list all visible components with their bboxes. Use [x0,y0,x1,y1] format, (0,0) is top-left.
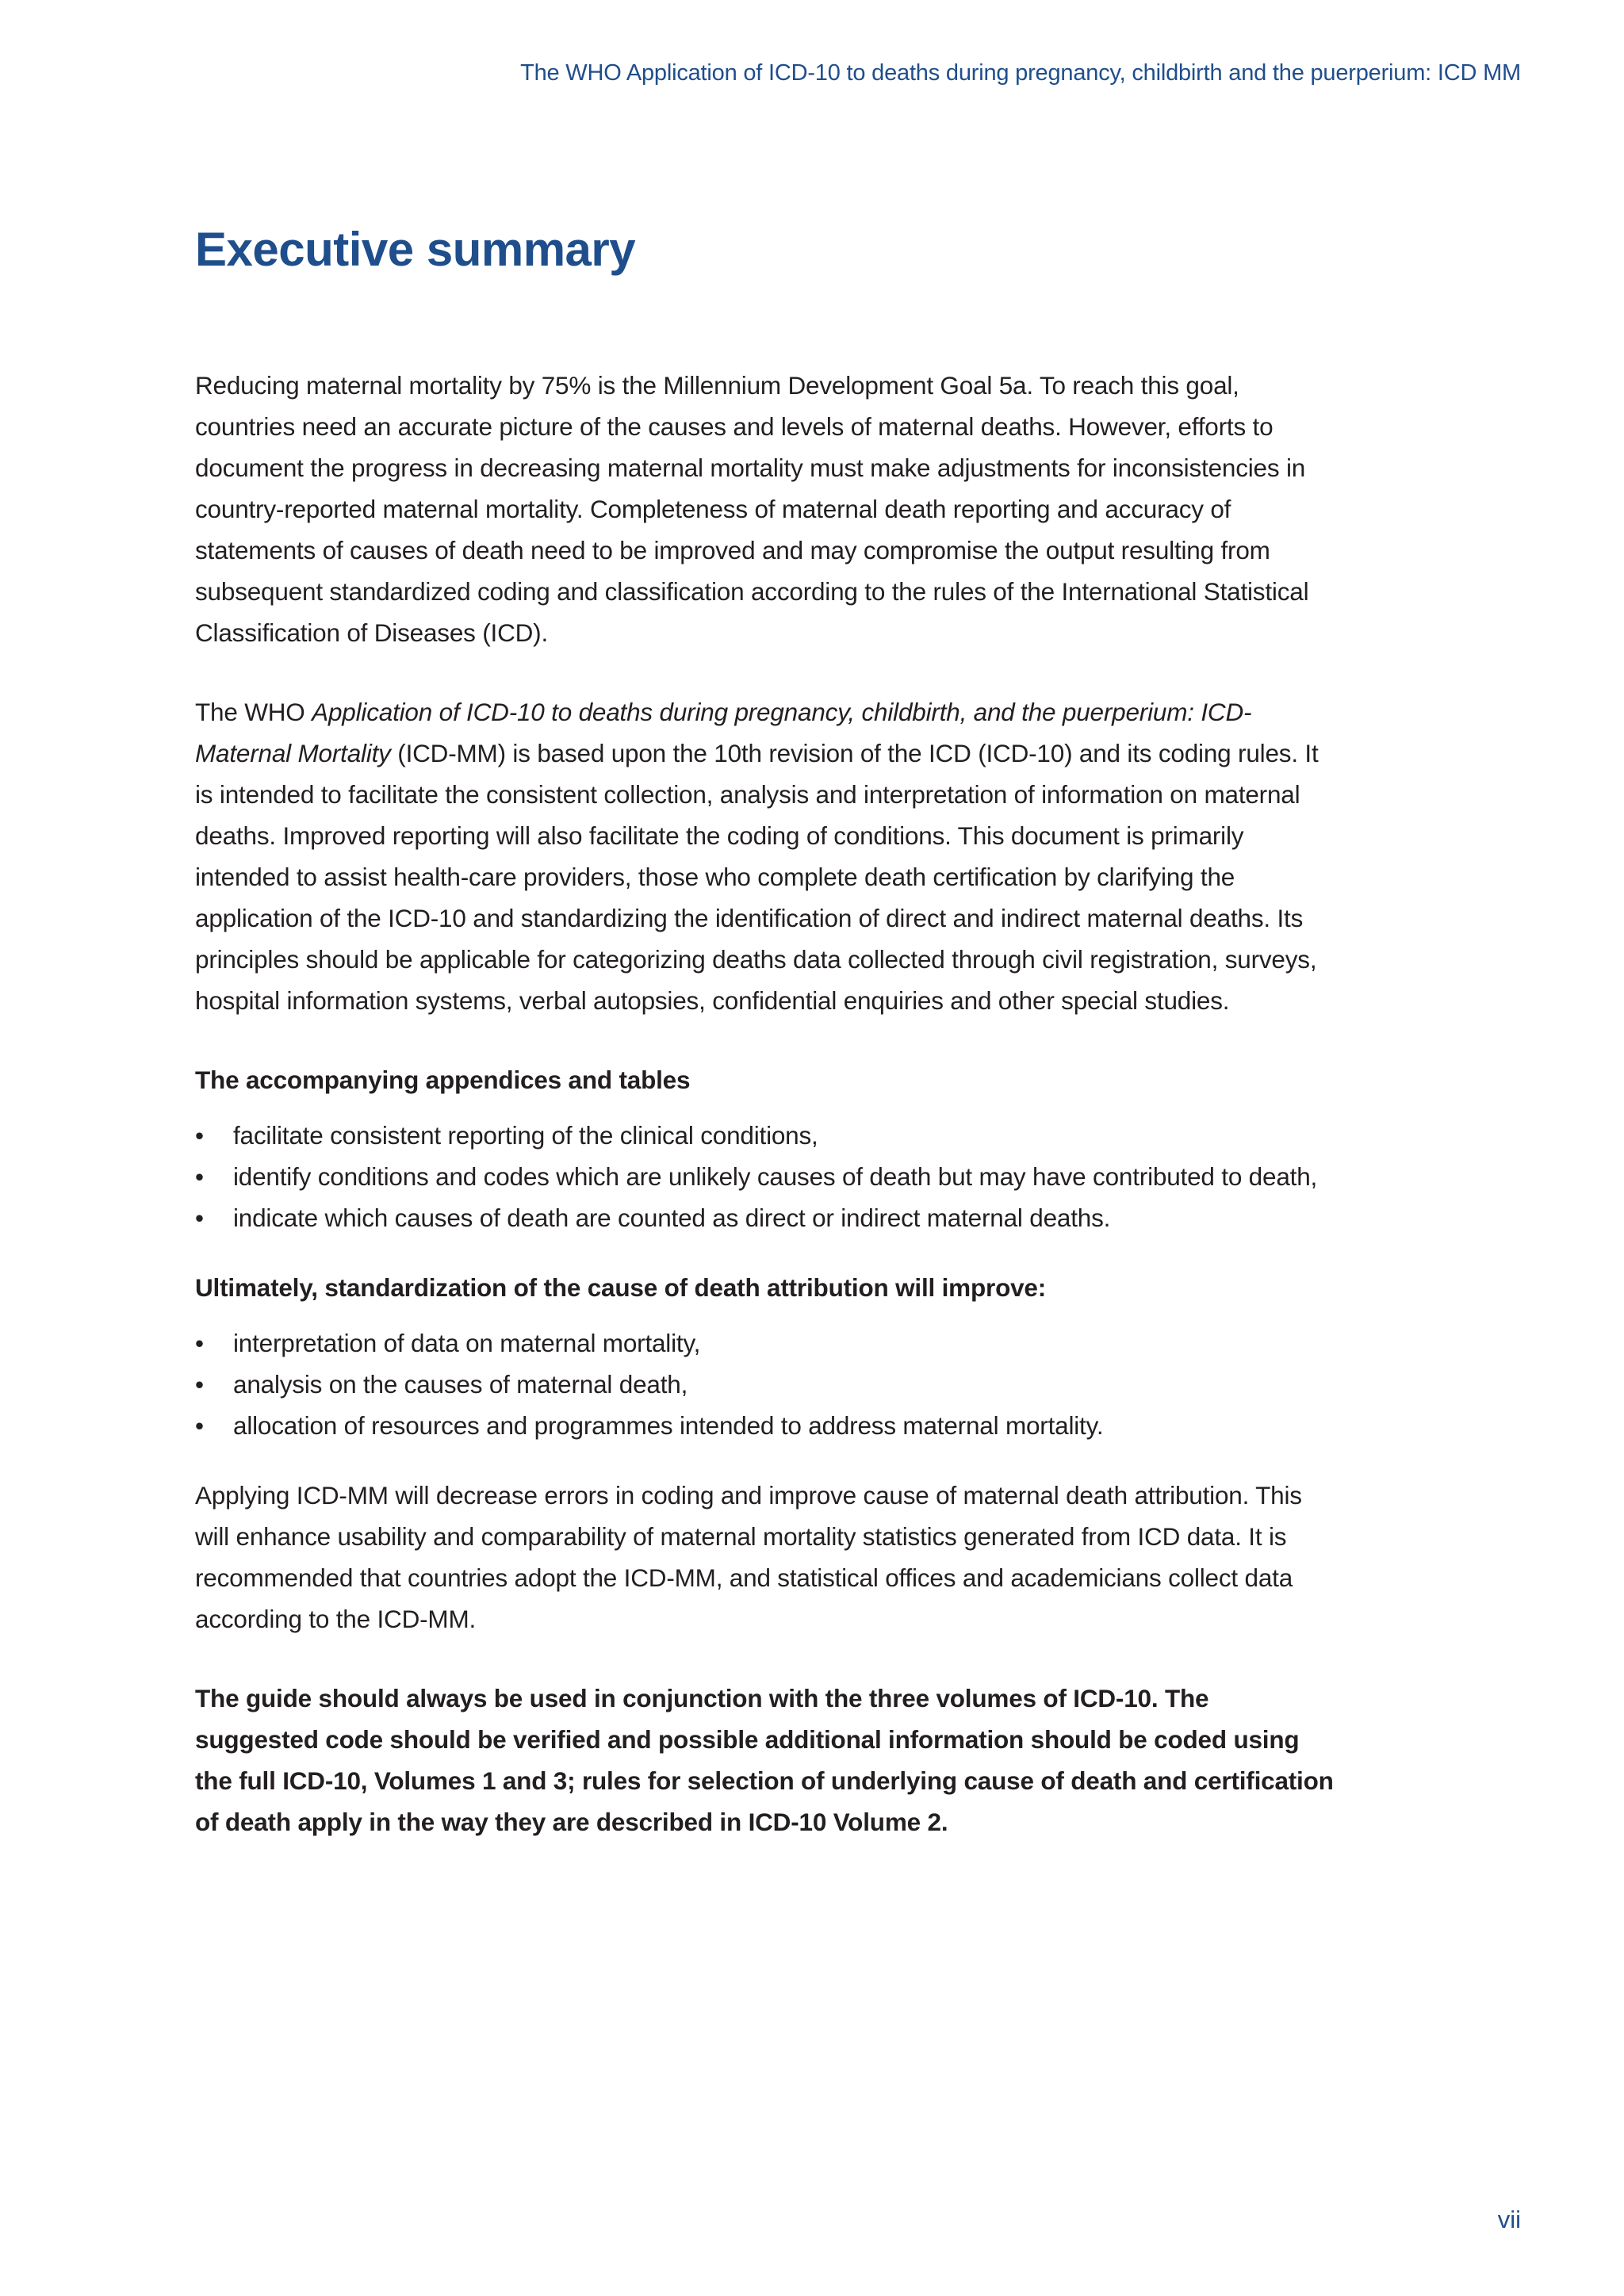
icd-mm-paragraph-suffix: (ICD-MM) is based upon the 10th revision of the ICD (ICD-10) and its coding rules. It is intended to facilitate the consistent collection, analysis and interpretation of information on maternal deaths. Improved reporting will also facilitate the coding of conditions. This document is primarily intended to assist health-care providers, those who complete death certification by clarifying the application of the ICD-10 and standardizing the identification of direct and indirect maternal deaths. Its principles should be applicable for categorizing deaths data collected through civil registration, surveys, hospital information systems, verbal autopsies, confidential enquiries and other special studies. [195,739,1319,1015]
bullet-icon: • [195,1203,204,1232]
list-item [195,1405,1337,1446]
list-item-text: interpretation of data on maternal mortality, [233,1329,701,1357]
bullet-icon: • [195,1411,204,1440]
appendices-heading: The accompanying appendices and tables [195,1066,691,1094]
bullet-icon: • [195,1329,204,1357]
list-item-text: facilitate consistent reporting of the clinical conditions, [233,1121,818,1150]
main-content [195,365,1337,1843]
list-item-text: identify conditions and codes which are unlikely causes of death but may have contributed to death, [233,1162,1318,1191]
icd-mm-paragraph [195,691,1337,1021]
list-item-text: analysis on the causes of maternal death, [233,1370,688,1399]
bullet-icon: • [195,1162,204,1191]
icd-mm-title-italic: Application of ICD-10 to deaths during pregnancy, childbirth, and the puerperium: ICD-Maternal Mortality [195,698,1252,767]
bullet-icon: • [195,1121,204,1150]
standardization-heading: Ultimately, standardization of the cause of death attribution will improve: [195,1273,1047,1302]
icd-mm-paragraph-prefix: The WHO [195,698,312,726]
list-item-text: allocation of resources and programmes intended to address maternal mortality. [233,1411,1104,1440]
list-item-text: indicate which causes of death are counted as direct or indirect maternal deaths. [233,1203,1111,1232]
standardization-list [195,1322,1337,1446]
list-item [195,1322,1337,1364]
appendices-list [195,1115,1337,1238]
usage-note: The guide should always be used in conjunction with the three volumes of ICD-10. The suggested code should be verified and possible additional information should be coded using the full ICD-10, Volumes 1 and 3; rules for selection of underlying cause of death and certification of death apply in the way they are described in ICD-10 Volume 2. [195,1684,1334,1836]
list-item [195,1364,1337,1405]
page-title: Executive summary [195,223,636,276]
intro-paragraph: Reducing maternal mortality by 75% is the Millennium Development Goal 5a. To reach this goal, countries need an accurate picture of the causes and levels of maternal deaths. However, efforts to document the progress in decreasing maternal mortality must make adjustments for inconsistencies in country-reported maternal mortality. Completeness of maternal death reporting and accuracy of statements of causes of death need to be improved and may compromise the output resulting from subsequent standardized coding and classification according to the rules of the International Statistical Classification of Diseases (ICD). [195,371,1309,647]
list-item [195,1156,1337,1197]
bullet-icon: • [195,1370,204,1399]
applying-paragraph: Applying ICD-MM will decrease errors in coding and improve cause of maternal death attribution. This will enhance usability and comparability of maternal mortality statistics generated from ICD data. It is recommended that countries adopt the ICD-MM, and statistical offices and academicians collect data according to the ICD-MM. [195,1481,1302,1633]
list-item [195,1197,1337,1238]
page-number: vii [1497,2206,1521,2233]
list-item [195,1115,1337,1156]
running-header: The WHO Application of ICD-10 to deaths during pregnancy, childbirth and the puerperium: ICD MM [520,60,1521,86]
